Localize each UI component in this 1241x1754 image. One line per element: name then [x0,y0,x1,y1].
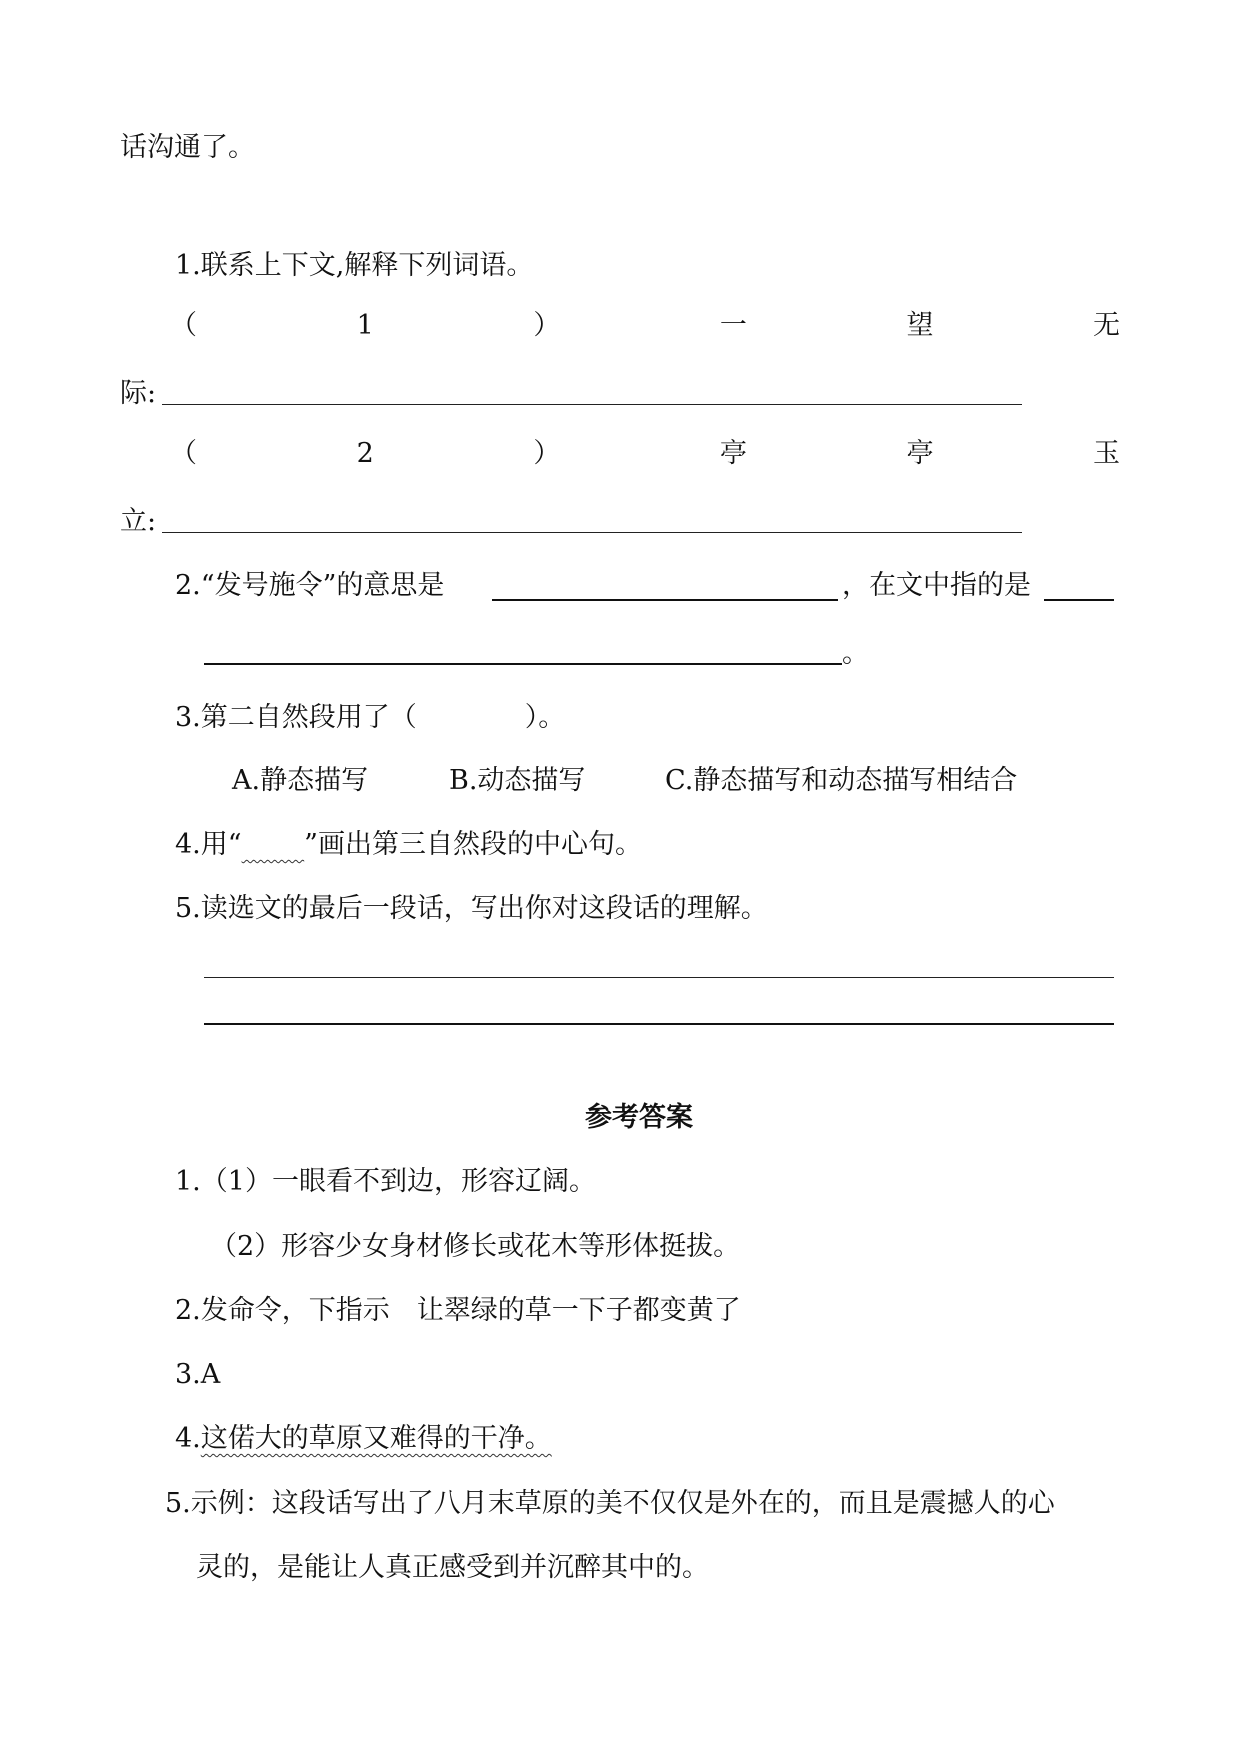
q1-item1-char: 1 [356,310,374,341]
q1-item2-char: （ [170,438,197,469]
answer-2: 2.发命令，下指示 让翠绿的草一下子都变黄了 [175,1295,741,1326]
q1-item2-answer-line[interactable] [162,532,1022,533]
q2-label: 2.“发号施令”的意思是 [175,570,445,601]
answer-4-text: 这偌大的草原又难得的干净。 [200,1423,552,1454]
q3-option-b[interactable]: B.动态描写 [449,765,586,796]
q1-item2-char: 亭 [906,438,934,469]
q1-item1-char: 无 [1093,310,1120,341]
q1-item1-cont: 际: [120,378,157,409]
answer-3: 3.A [175,1359,221,1390]
answer-1-2: （2）形容少女身材修长或花木等形体挺拔。 [210,1231,741,1262]
q1-item2-char: 玉 [1093,438,1120,469]
q1-item1-char: 一 [719,310,747,341]
answer-5-line-1: 5.示例：这段话写出了八月末草原的美不仅仅是外在的，而且是震撼人的心 [165,1488,1055,1519]
answers-title: 参考答案 [585,1102,693,1133]
q1-item2-char: 2 [356,438,374,469]
answer-5-line-2: 灵的，是能让人真正感受到并沉醉其中的。 [196,1552,709,1583]
q2-context-blank-2[interactable] [204,663,842,665]
passage-tail: 话沟通了。 [120,132,255,163]
answer-1-1: 1.（1）一眼看不到边，形容辽阔。 [175,1166,596,1197]
q1-item2-cont: 立: [120,506,157,537]
q3-option-a[interactable]: A.静态描写 [232,765,369,796]
q2-context-blank-1[interactable] [1044,599,1114,601]
q1-item2-char: ） [533,438,561,469]
q4-wavy-mark [242,829,305,860]
q2-end: 。 [842,638,869,669]
q5-answer-line-1[interactable] [204,977,1114,978]
answer-4-num: 4. [175,1423,201,1454]
answer-4 [175,1421,552,1457]
q3-option-c[interactable]: C.静态描写和动态描写相结合 [665,765,1018,796]
q1-item2-char: 亭 [719,438,747,469]
q4-pre: 4.用“ [175,829,242,860]
q1-item1-spread [170,308,1120,344]
q1-item1-char: 望 [906,310,934,341]
q4-line [175,827,642,863]
q1-item1-answer-line[interactable] [162,404,1022,405]
q1-prompt: 1.联系上下文,解释下列词语。 [175,250,534,281]
q4-post: ”画出第三自然段的中心句。 [304,829,642,860]
q3-prompt: 3.第二自然段用了（ ）。 [175,702,566,733]
q5-answer-line-2[interactable] [204,1023,1114,1025]
q2-mid: ，在文中指的是 [842,570,1031,601]
q1-item2-spread [170,436,1120,472]
q2-meaning-blank[interactable] [492,599,838,601]
q5-prompt: 5.读选文的最后一段话，写出你对这段话的理解。 [175,893,768,924]
q1-item1-char: ） [533,310,561,341]
q1-item1-char: （ [170,310,197,341]
